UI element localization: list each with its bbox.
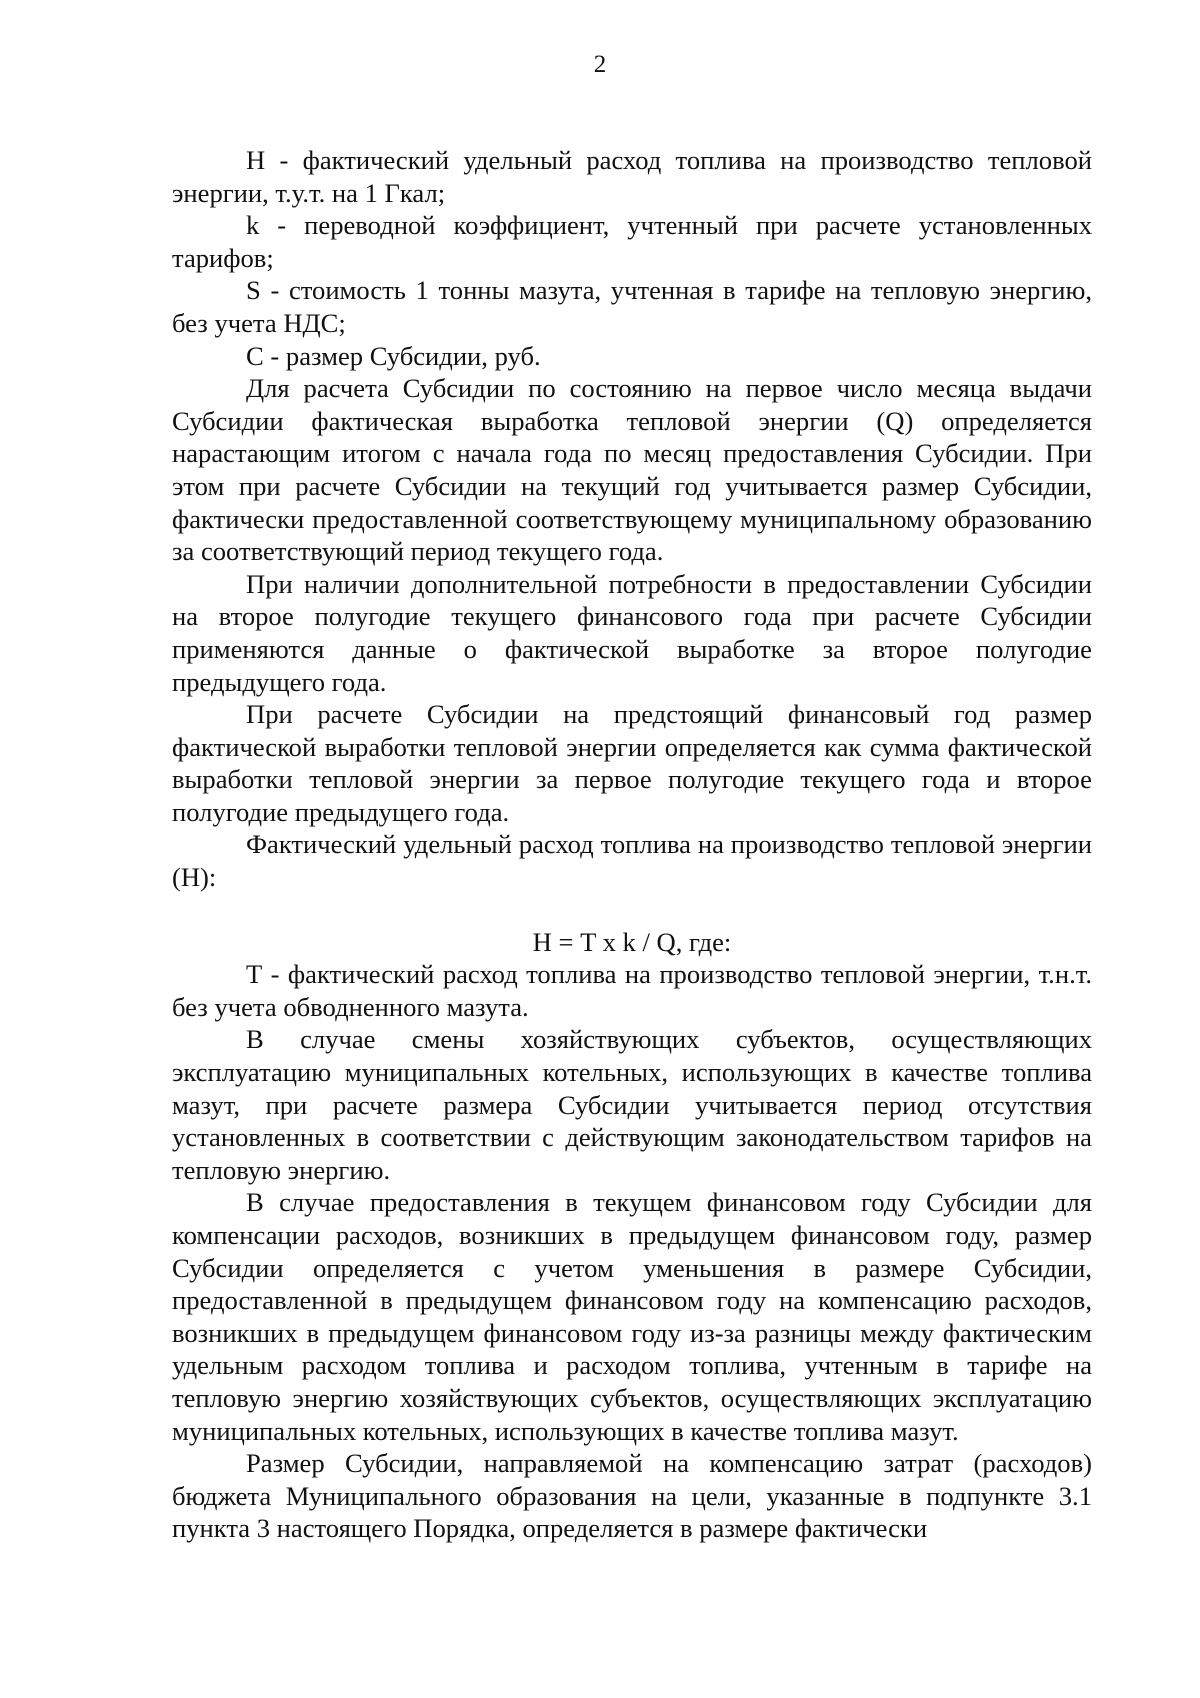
paragraph-additional-need: При наличии дополнительной потребности в предоставлении Субсидии на второе полугодие текущего финансового года при расчете Субсидии применяются данные о фактической выработке за второе полугодие предыдущего года. <box>172 568 1092 697</box>
paragraph-previous-year-compensation: В случае предоставления в текущем финансовом году Субсидии для компенсации расходов, возникших в предыдущем финансовом году, размер Субсидии определяется с учетом уменьшения в размере Субсидии, предоставленной в предыдущем финансовом году на компенсацию расходов, возникших в предыдущем финансовом году из-за разницы между фактическим удельным расходом топлива и расходом топлива, учтенным в тарифе на тепловую энергию хозяйствующих субъектов, осуществляющих эксплуатацию муниципальных котельных, использующих в качестве топлива мазут. <box>172 1187 1092 1446</box>
paragraph-calculation-q: Для расчета Субсидии по состоянию на первое число месяца выдачи Субсидии фактическая выработка тепловой энергии (Q) определяется нарастающим итогом с начала года по месяц предоставления Субсидии. При этом при расчете Субсидии на текущий год учитывается размер Субсидии, фактически предоставленной соответствующему муниципальному образованию за соответствующий период текущего года. <box>172 373 1092 567</box>
definition-k: k - переводной коэффициент, учтенный при расчете установленных тарифов; <box>172 210 1092 273</box>
paragraph-change-of-entities: В случае смены хозяйствующих субъектов, осуществляющих эксплуатацию муниципальных котельных, использующих в качестве топлива мазут, при расчете размера Субсидии учитывается период отсутствия установленных в соответствии с действующим законодательством тарифов на тепловую энергию. <box>172 1024 1092 1185</box>
definition-t: Т - фактический расход топлива на производство тепловой энергии, т.н.т. без учета обводненного мазута. <box>172 959 1092 1022</box>
paragraph-upcoming-year: При расчете Субсидии на предстоящий финансовый год размер фактической выработки тепловой энергии определяется как сумма фактической выработки тепловой энергии за первое полугодие текущего года и второе полугодие предыдущего года. <box>172 699 1092 827</box>
document-body <box>172 144 1092 1545</box>
page-number: 2 <box>593 51 607 78</box>
formula: Н = T x k / Q, где: <box>532 926 732 957</box>
definition-h: Н - фактический удельный расход топлива на производство тепловой энергии, т.у.т. на 1 Гкал; <box>172 145 1092 208</box>
paragraph-subsidy-amount: Размер Субсидии, направляемой на компенсацию затрат (расходов) бюджета Муниципального образования на цели, указанные в подпункте 3.1 пункта 3 настоящего Порядка, определяется в размере фактически <box>172 1448 1092 1544</box>
definition-s: S - стоимость 1 тонны мазута, учтенная в тарифе на тепловую энергию, без учета НДС; <box>172 275 1092 338</box>
paragraph-fuel-consumption-intro: Фактический удельный расход топлива на производство тепловой энергии (Н): <box>172 829 1092 893</box>
definition-c: С - размер Субсидии, руб. <box>246 340 541 371</box>
